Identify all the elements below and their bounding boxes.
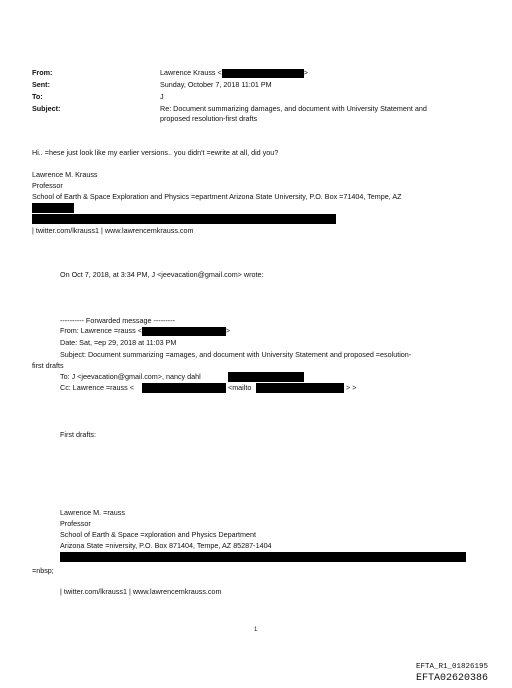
fwd-cc: Cc: Lawrence =rauss <	[60, 383, 134, 392]
reply-line: Hi.. =hese just look like my earlier versions.. you didn't =ewrite at all, did you?	[32, 148, 279, 157]
subject-value-line1: Re: Document summarizing damages, and document with University Statement and	[160, 104, 427, 113]
sig2-dept: School of Earth & Space =xploration and Physics Department	[60, 530, 256, 539]
sig2-title: Professor	[60, 519, 91, 528]
sig2-address: Arizona State =niversity, P.O. Box 871404, Tempe, AZ 85287-1404	[60, 541, 272, 550]
fwd-subject-line1: Subject: Document summarizing =amages, and document with University Statement and proposed =esolution-	[60, 350, 412, 359]
redaction-box	[228, 372, 304, 382]
subject-value-line2: proposed resolution-first drafts	[160, 114, 258, 123]
first-drafts: First drafts:	[60, 430, 96, 439]
page-number: 1	[254, 627, 258, 633]
from-end: >	[303, 68, 308, 77]
redaction-box	[222, 69, 304, 78]
redaction-box	[256, 383, 344, 393]
from-label: From:	[32, 68, 53, 77]
sig1-dept: School of Earth & Space Exploration and Physics =epartment Arizona State University, P.O. Box =71404, Tempe, AZ	[32, 192, 402, 201]
to-label: To:	[32, 92, 43, 101]
quote-intro: On Oct 7, 2018, at 3:34 PM, J <jeevacation@gmail.com> wrote:	[60, 270, 264, 279]
sig2-links: | twitter.com/lkrauss1 | www.lawrencemkrauss.com	[60, 587, 222, 596]
sig1-name: Lawrence M. Krauss	[32, 170, 98, 179]
sig1-links: | twitter.com/lkrauss1 | www.lawrencemkrauss.com	[32, 226, 194, 235]
redaction-box	[142, 383, 226, 393]
redaction-box	[32, 214, 336, 224]
fwd-subject-line2: first drafts	[32, 361, 64, 370]
efta-small: EFTA_R1_01826195	[415, 663, 488, 671]
redaction-box	[32, 203, 74, 213]
fwd-to: To: J <jeevacation@gmail.com>, nancy dahl	[60, 372, 201, 381]
sent-label: Sent:	[32, 80, 50, 89]
redaction-box	[60, 552, 466, 562]
subject-label: Subject:	[32, 104, 61, 113]
fwd-date: Date: Sat, =ep 29, 2018 at 11:03 PM	[60, 338, 177, 347]
to-value: J	[160, 92, 164, 101]
fwd-cc-end: > >	[346, 383, 357, 392]
from-value	[160, 68, 308, 78]
fwd-from	[60, 326, 230, 336]
redaction-box	[142, 327, 226, 336]
fwd-cc-mailto: <mailto	[228, 383, 252, 392]
sig1-title: Professor	[32, 181, 63, 190]
nbsp-line: =nbsp;	[32, 566, 54, 575]
efta-large: EFTA02620386	[415, 673, 488, 684]
fwd-header: ---------- Forwarded message ---------	[60, 316, 175, 325]
from-name: Lawrence Krauss <	[160, 68, 222, 77]
sig2-name: Lawrence M. =rauss	[60, 508, 125, 517]
fwd-from-text: From: Lawrence =rauss <	[60, 326, 142, 335]
sent-value: Sunday, October 7, 2018 11:01 PM	[160, 80, 272, 89]
fwd-from-end: >	[225, 326, 231, 335]
